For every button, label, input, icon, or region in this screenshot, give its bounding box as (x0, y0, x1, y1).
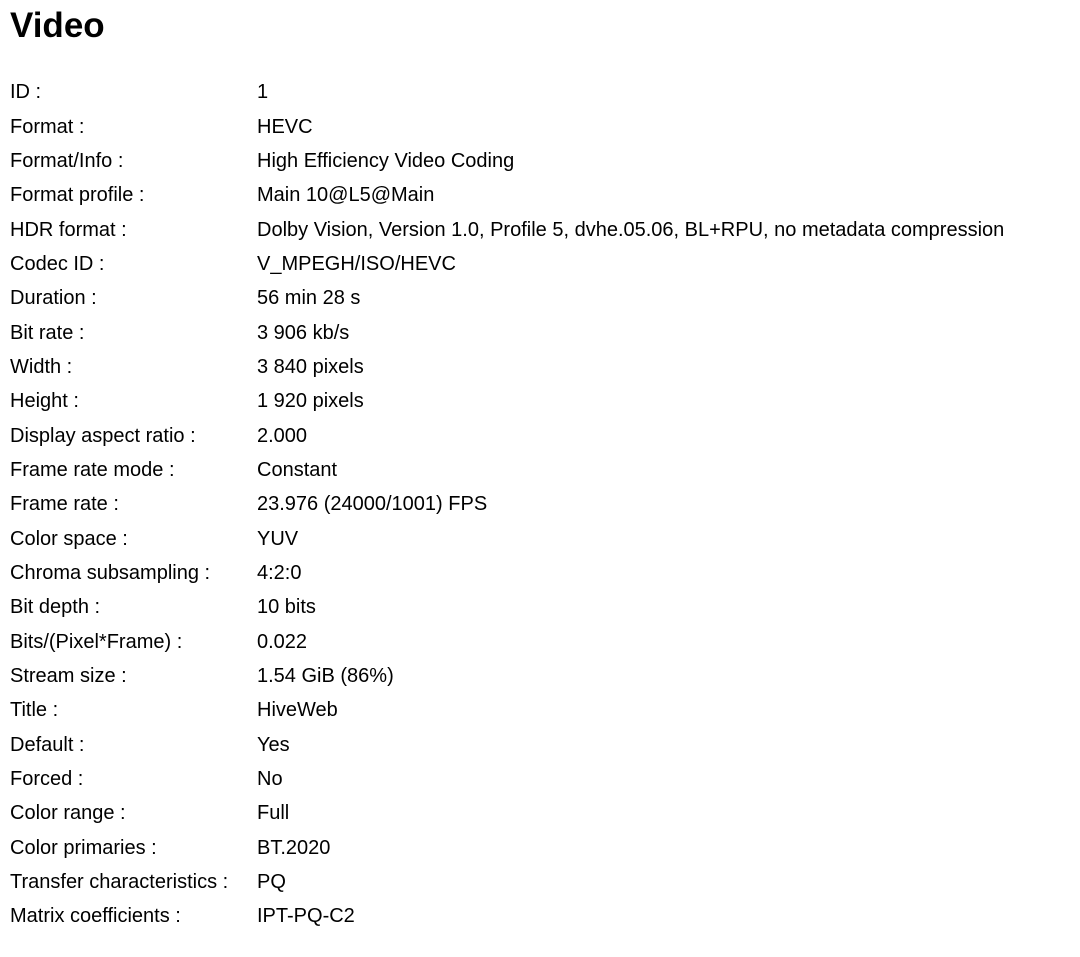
property-row (10, 281, 1070, 315)
property-row (10, 418, 1070, 452)
property-label: Format : (10, 115, 85, 138)
property-row (10, 144, 1070, 178)
property-value: No (257, 768, 283, 791)
property-row (10, 178, 1070, 212)
property-value: 23.976 (24000/1001) FPS (257, 493, 488, 516)
property-label: ID : (10, 81, 42, 104)
property-value: HiveWeb (257, 699, 338, 722)
property-label: Default : (10, 733, 85, 756)
property-value: Main 10@L5@Main (257, 184, 435, 207)
property-row (10, 453, 1070, 487)
property-row (10, 831, 1070, 865)
property-label: Codec ID : (10, 252, 105, 275)
property-row (10, 487, 1070, 521)
property-value: Full (257, 802, 290, 825)
property-label: Display aspect ratio : (10, 424, 196, 447)
property-row (10, 728, 1070, 762)
property-label: Color space : (10, 527, 128, 550)
property-value: HEVC (257, 115, 313, 138)
property-row (10, 625, 1070, 659)
property-row (10, 109, 1070, 143)
property-value: 4:2:0 (257, 561, 302, 584)
property-label: Color range : (10, 802, 126, 825)
property-label: Frame rate mode : (10, 458, 175, 481)
property-row (10, 212, 1070, 246)
property-value: YUV (257, 527, 299, 550)
property-label: Bit depth : (10, 596, 101, 619)
property-label: Format profile : (10, 184, 145, 207)
section-title: Video (10, 6, 105, 45)
property-label: Matrix coefficients : (10, 905, 181, 928)
property-value: 3 840 pixels (257, 355, 364, 378)
property-label: Bit rate : (10, 321, 85, 344)
property-row (10, 762, 1070, 796)
property-row (10, 247, 1070, 281)
property-label: Duration : (10, 287, 97, 310)
video-properties-list (10, 75, 1070, 934)
property-label: Bits/(Pixel*Frame) : (10, 630, 183, 653)
property-label: Forced : (10, 768, 84, 791)
property-row (10, 796, 1070, 830)
property-label: Title : (10, 699, 59, 722)
property-value: 2.000 (257, 424, 308, 447)
property-row (10, 350, 1070, 384)
property-value: BT.2020 (257, 836, 331, 859)
property-row (10, 75, 1070, 109)
property-row (10, 384, 1070, 418)
property-label: Format/Info : (10, 149, 124, 172)
property-value: 0.022 (257, 630, 308, 653)
property-label: Transfer characteristics : (10, 871, 229, 894)
property-value: IPT-PQ-C2 (257, 905, 355, 928)
property-label: Height : (10, 390, 79, 413)
property-label: HDR format : (10, 218, 127, 241)
property-value: 3 906 kb/s (257, 321, 350, 344)
property-label: Color primaries : (10, 836, 157, 859)
property-row (10, 556, 1070, 590)
property-label: Frame rate : (10, 493, 119, 516)
property-label: Width : (10, 355, 73, 378)
property-value: 1 (257, 81, 269, 104)
property-row (10, 899, 1070, 933)
property-row (10, 659, 1070, 693)
property-value: 1.54 GiB (86%) (257, 665, 394, 688)
property-row (10, 865, 1070, 899)
property-value: High Efficiency Video Coding (257, 149, 515, 172)
property-value: 10 bits (257, 596, 316, 619)
property-row (10, 693, 1070, 727)
property-value: 56 min 28 s (257, 287, 361, 310)
property-value: Dolby Vision, Version 1.0, Profile 5, dvhe.05.06, BL+RPU, no metadata compression (257, 218, 1005, 241)
property-label: Chroma subsampling : (10, 561, 211, 584)
property-value: 1 920 pixels (257, 390, 364, 413)
property-row (10, 315, 1070, 349)
property-value: V_MPEGH/ISO/HEVC (257, 252, 456, 275)
property-value: Yes (257, 733, 290, 756)
property-value: Constant (257, 458, 338, 481)
property-label: Stream size : (10, 665, 127, 688)
property-value: PQ (257, 871, 286, 894)
property-row (10, 521, 1070, 555)
property-row (10, 590, 1070, 624)
